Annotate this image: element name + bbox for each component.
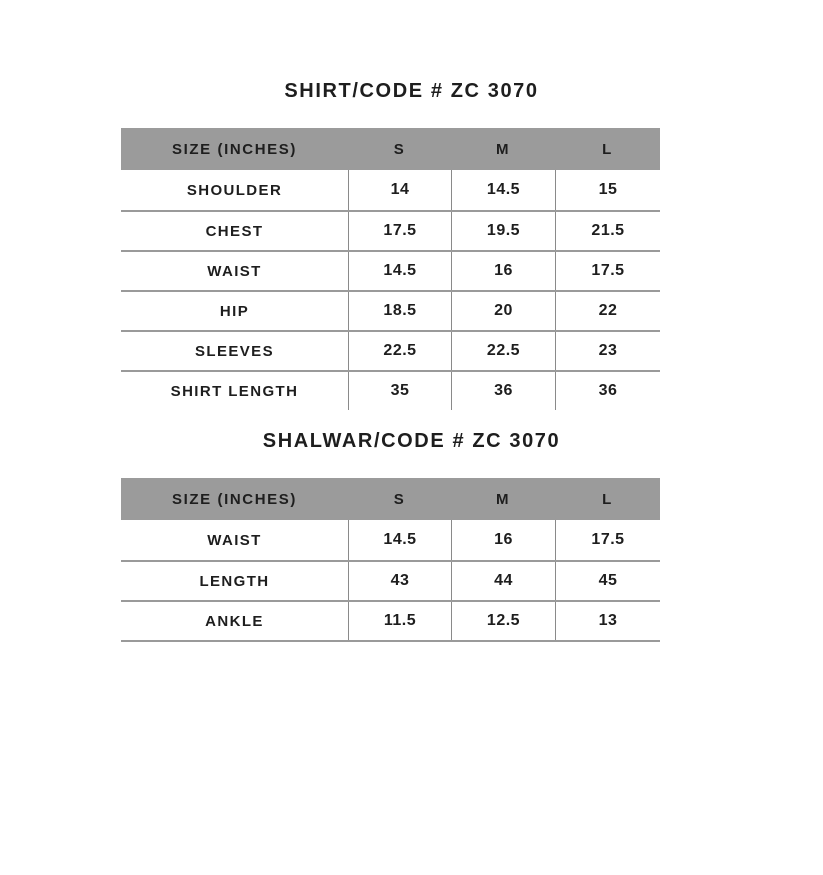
cell-value-m: 44 (451, 562, 555, 600)
cell-value-l: 36 (555, 372, 660, 410)
cell-value-m: 22.5 (451, 332, 555, 370)
cell-value-m: 16 (451, 252, 555, 290)
header-cell-l: L (602, 140, 613, 158)
cell-value-s: 11.5 (348, 602, 451, 640)
header-cell-s: S (393, 490, 406, 508)
shalwar-table-header-row (121, 478, 660, 520)
shirt-table-body (121, 170, 660, 410)
cell-value-l: 23 (555, 332, 660, 370)
table-row (121, 330, 660, 370)
shalwar-size-table (121, 478, 660, 642)
row-label: SHIRT LENGTH (170, 382, 299, 400)
table-row (121, 370, 660, 410)
cell-value-m: 36 (451, 372, 555, 410)
shirt-table-header-row (121, 128, 660, 170)
table-row (121, 290, 660, 330)
table-row (121, 210, 660, 250)
row-label: SHOULDER (186, 181, 283, 199)
row-label: CHEST (205, 222, 264, 240)
cell-value-m: 12.5 (451, 602, 555, 640)
table-row (121, 600, 660, 640)
cell-value-s: 17.5 (348, 212, 451, 250)
cell-value-l: 15 (555, 170, 660, 210)
cell-value-s: 22.5 (348, 332, 451, 370)
cell-value-l: 45 (555, 562, 660, 600)
cell-value-l: 21.5 (555, 212, 660, 250)
shalwar-table-title: SHALWAR/CODE # ZC 3070 (262, 430, 561, 452)
cell-value-s: 35 (348, 372, 451, 410)
table-row (121, 170, 660, 210)
table-row (121, 520, 660, 560)
row-label: SLEEVES (195, 342, 274, 360)
row-label: WAIST (207, 531, 262, 549)
cell-value-l: 13 (555, 602, 660, 640)
row-label: ANKLE (205, 612, 264, 630)
header-cell-s: S (393, 140, 406, 158)
cell-value-m: 19.5 (451, 212, 555, 250)
cell-value-l: 22 (555, 292, 660, 330)
cell-value-l: 17.5 (555, 520, 660, 560)
table-row (121, 250, 660, 290)
row-label: WAIST (207, 262, 262, 280)
row-label: HIP (219, 302, 250, 320)
cell-value-s: 43 (348, 562, 451, 600)
cell-value-m: 20 (451, 292, 555, 330)
cell-value-l: 17.5 (555, 252, 660, 290)
cell-value-s: 18.5 (348, 292, 451, 330)
cell-value-s: 14 (348, 170, 451, 210)
header-cell-m: M (495, 140, 511, 158)
cell-value-m: 14.5 (451, 170, 555, 210)
header-cell-size-inches: SIZE (INCHES) (172, 490, 297, 508)
row-label: LENGTH (199, 572, 270, 590)
cell-value-s: 14.5 (348, 520, 451, 560)
shalwar-table-body (121, 520, 660, 642)
table-row (121, 560, 660, 600)
header-cell-m: M (495, 490, 511, 508)
header-cell-l: L (602, 490, 613, 508)
cell-value-s: 14.5 (348, 252, 451, 290)
cell-value-m: 16 (451, 520, 555, 560)
header-cell-size-inches: SIZE (INCHES) (172, 140, 297, 158)
shirt-table-title: SHIRT/CODE # ZC 3070 (284, 80, 539, 102)
shirt-size-table (121, 128, 660, 410)
